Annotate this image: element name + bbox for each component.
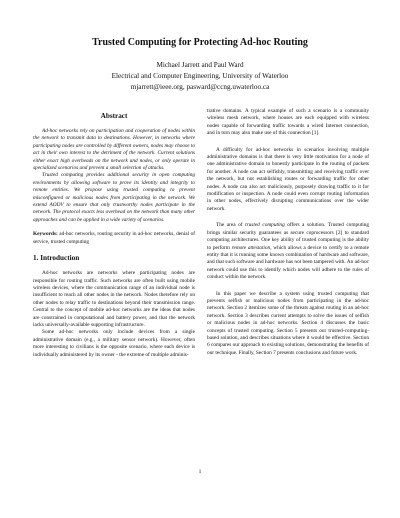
author-affiliation: Electrical and Computer Engineering, University of Waterloo xyxy=(111,72,289,80)
paper-title: Trusted Computing for Protecting Ad-hoc Routing xyxy=(92,37,308,48)
keywords-label: Keywords: xyxy=(33,231,58,238)
keywords-text: ad-hoc networks, routing security in ad-hoc networks, denial of service, trusted computing xyxy=(33,231,195,245)
paragraph-text: offers a solution. Trusted computing brings similar security guarantees as secure coprocessors [2] to standard computing architectures. One key ability of trusted computing is the ability to perform xyxy=(207,222,369,251)
abstract-paragraph: Ad-hoc networks rely on participation and cooperation of nodes within the network to transmit data to destinations. However, in networks where participating nodes are controlled by different owners, nodes may choose to act in their own interest to the detriment of the network. Current solutions either exact high overheads on the network and nodes, or only operate in specialized scenarios and prevent a small selection of attacks. xyxy=(33,128,195,172)
paragraph-text: , which allows a device to certify to a remote entity that it is running some known combination of hardware and software, and that such software and hardware has not been tampered with. An ad-hoc network could use this to identify which nodes will adhere to the rules of conduct within the network. xyxy=(207,244,369,281)
emphasis-trusted-computing: trusted computing xyxy=(245,222,285,229)
body-paragraph: In this paper we describe a system using trusted computing that prevents selfish or malicious nodes from participating in the ad-hoc network. Section 2 itemizes some of the threats against routing in an ad-hoc network. Section 3 describes current attempts to solve the issues of selfish or malicious nodes in ad-hoc networks. Section 4 discusses the basic concepts of trusted computing. Section 5 presents our trusted-computing-based solution, and describes situations where it would be effective. Section 6 compares our approach to existing solutions, demonstrating the benefits of our technique. Finally, Section 7 presents conclusions and future work. xyxy=(207,290,369,356)
body-paragraph xyxy=(207,222,369,281)
author-block xyxy=(0,60,400,93)
left-column xyxy=(33,110,195,359)
body-paragraph: Some ad-hoc networks only include devices from a single administrative domain (e.g., a military sensor network). However, often more interesting to civilians is the opposite scenario, where each device is individually administered by its owner - the extreme of multiple adminis- xyxy=(33,329,195,358)
introduction-body xyxy=(33,270,195,359)
author-emails: mjarrett@ieee.org, pasward@ccng.uwaterloo.ca xyxy=(130,83,270,91)
abstract-heading: Abstract xyxy=(100,112,128,120)
right-column xyxy=(207,108,369,357)
abstract-body xyxy=(33,128,195,224)
page-number: 1 xyxy=(198,469,202,475)
section-heading-introduction: 1. Introduction xyxy=(33,254,80,263)
emphasis-remote-attestation: remote attestation xyxy=(231,244,271,251)
body-paragraph: trative domains. A typical example of such a scenario is a community wireless mesh network, where houses are each equipped with wireless nodes capable of forwarding traffic towards a wired Internet connection, and in turn may also make use of this connection [1]. xyxy=(207,108,369,137)
author-names: Michael Jarrett and Paul Ward xyxy=(156,61,244,69)
right-column-body xyxy=(207,108,369,357)
abstract-paragraph: Trusted computing provides additional security in open computing environments by allowing software to prove its identity and integrity to remote entities. We propose using trusted computing to prevent misconfigured or malicious nodes from participating in the network. We extend AODV to ensure that only trustworthy nodes participate in the network. The protocol exacts less overhead on the network than many other approaches and can be applied in a wide variety of scenarios. xyxy=(33,172,195,223)
body-paragraph: A difficulty for ad-hoc networks in scenarios involving multiple administrative domains is that there is very little motivation for a node of one administrative domain to honestly participate in the routing of packets for another. A node can act selfishly, transmitting and receiving traffic over the network, but not establishing routes or forwarding traffic for other nodes. A node can also act maliciously, purposely drawing traffic to it for modification or inspection. A node could even corrupt routing information in other nodes, effectively disrupting communications over the wider network. xyxy=(207,146,369,212)
paragraph-text: The area of xyxy=(216,222,246,229)
keywords xyxy=(33,231,195,246)
body-paragraph: Ad-hoc networks are networks where participating nodes are responsible for routing traffic. Such networks are often built using mobile wireless devices, where the communication range of an individual node is insufficient to reach all other nodes in the network. Nodes therefore rely on other nodes to relay traffic to destinations beyond their transmission range. Central to the concept of mobile ad-hoc networks are the ideas that nodes are constrained in computational and battery power, and that the network lacks universally-available supporting infrastructure. xyxy=(33,270,195,328)
